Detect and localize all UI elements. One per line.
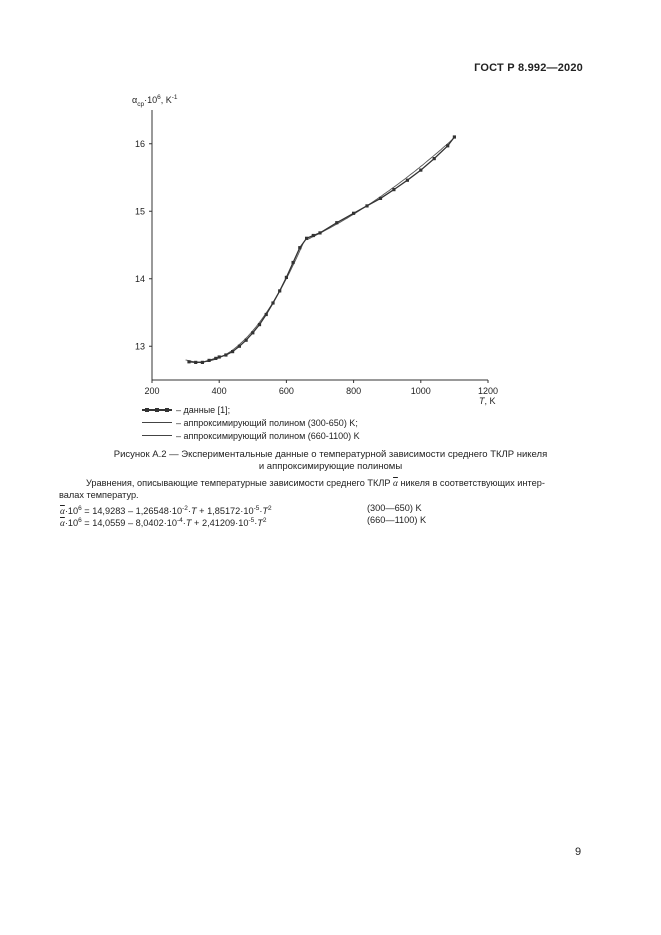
caption-line: и аппроксимирующие полиномы — [258, 461, 403, 472]
eq-text: · — [187, 506, 191, 517]
data-point — [187, 360, 190, 363]
data-series-line — [189, 137, 454, 362]
paragraph-text: валах температур. — [59, 489, 139, 500]
eq-text: ·10 — [64, 506, 79, 517]
alpha-symbol: $\overline{\alpha}$ — [60, 518, 65, 529]
caption-line: Рисунок А.2 — Экспериментальные данные о температурной зависимости среднего ТКЛР никеля — [113, 449, 548, 460]
x-tick-label: 1200 — [477, 386, 499, 396]
page-number: 9 — [575, 846, 582, 858]
data-point — [433, 157, 436, 160]
x-tick-label: 800 — [346, 386, 362, 396]
data-point — [406, 179, 409, 182]
data-point — [245, 339, 248, 342]
eq-exp: 6 — [78, 505, 82, 512]
eq-exp: 2 — [268, 505, 272, 512]
data-point — [292, 261, 295, 264]
chart-axes — [135, 110, 498, 396]
eq-exp: -4 — [177, 517, 183, 524]
eq-var: T — [185, 518, 192, 529]
data-point — [231, 350, 234, 353]
eq-exp: -5 — [253, 505, 260, 512]
figure-caption — [60, 449, 601, 473]
data-point — [379, 197, 382, 200]
poly-curve-660-1100 — [307, 138, 455, 240]
equation-1-range: (300—650) K — [367, 503, 422, 513]
poly-curve-300-650 — [186, 243, 304, 362]
data-point — [365, 204, 368, 207]
eq-text: + 1,85172·10 — [196, 506, 254, 517]
data-point — [258, 323, 261, 326]
y-tick-label: 14 — [134, 273, 145, 284]
data-point — [392, 188, 395, 191]
data-point — [352, 212, 355, 215]
data-point — [194, 361, 197, 364]
eq-var: T — [262, 506, 269, 517]
y-tick-label: 13 — [134, 341, 145, 352]
chart-legend — [142, 403, 360, 442]
eq-text: · — [182, 518, 186, 529]
eq-var: T — [257, 518, 263, 529]
data-point — [285, 276, 288, 279]
data-point — [214, 357, 217, 360]
data-point — [318, 231, 321, 234]
data-point — [335, 221, 338, 224]
eq-text: ·10 — [64, 518, 79, 529]
legend-item-poly2 — [142, 429, 360, 442]
chart-marks — [186, 135, 456, 364]
data-point — [312, 234, 315, 237]
data-point — [453, 135, 456, 138]
eq-text: + 2,41209·10 — [191, 518, 249, 529]
y-tick-label: 16 — [134, 138, 145, 149]
paragraph-text: Уравнения, описывающие температурные зависимости среднего ТКЛР — [86, 478, 391, 488]
data-point — [208, 359, 211, 362]
data-point — [201, 361, 204, 364]
equation-2 — [60, 515, 267, 529]
data-point — [278, 289, 281, 292]
x-tick-label: 200 — [144, 386, 160, 396]
x-axis-label: T, K — [479, 396, 496, 406]
eq-exp: 6 — [78, 517, 82, 524]
legend-label: – аппроксимирующий полином (660-1100) K — [176, 430, 360, 441]
eq-text: · — [259, 506, 263, 517]
data-point — [265, 313, 268, 316]
legend-swatch-data — [142, 409, 172, 411]
alpha-symbol: $\overline{\alpha}$ — [60, 506, 65, 517]
data-point — [305, 237, 308, 240]
y-axis-label: $\alpha_{ср}\cdot 10^6$, $K^{-1}$ — [132, 94, 178, 108]
data-point — [419, 169, 422, 172]
x-tick-label: 600 — [278, 386, 294, 396]
x-tick-label: 1000 — [410, 386, 431, 396]
paragraph-text: никеля в соответствующих интер- — [400, 478, 545, 488]
data-point — [298, 246, 301, 249]
eq-exp: -5 — [248, 517, 255, 524]
eq-text: = 14,9283 – 1,26548·10 — [81, 506, 183, 517]
data-point — [251, 331, 254, 334]
y-tick-label: 15 — [134, 206, 145, 217]
legend-swatch-poly1 — [142, 422, 172, 423]
standard-number: ГОСТ Р 8.992—2020 — [474, 62, 583, 74]
eq-exp: 2 — [262, 517, 267, 524]
chart — [0, 0, 661, 440]
data-point — [446, 144, 449, 147]
legend-label: – аппроксимирующий полином (300-650) K; — [176, 417, 358, 428]
data-point — [238, 345, 241, 348]
eq-text: · — [254, 518, 258, 529]
eq-var: T — [190, 506, 197, 517]
x-tick-label: 400 — [211, 386, 227, 396]
alpha-symbol: $\overline{\alpha}$ — [393, 478, 398, 488]
legend-item-poly1 — [142, 416, 360, 429]
eq-exp: -2 — [182, 505, 188, 512]
legend-item-data — [142, 403, 360, 416]
data-point — [218, 355, 221, 358]
legend-label: – данные [1]; — [176, 404, 231, 415]
data-point — [271, 301, 274, 304]
data-point — [224, 353, 227, 356]
equation-2-range: (660—1100) K — [367, 515, 427, 525]
body-paragraph — [59, 478, 586, 501]
legend-swatch-poly2 — [142, 435, 172, 436]
eq-text: = 14,0559 – 8,0402·10 — [81, 518, 178, 529]
